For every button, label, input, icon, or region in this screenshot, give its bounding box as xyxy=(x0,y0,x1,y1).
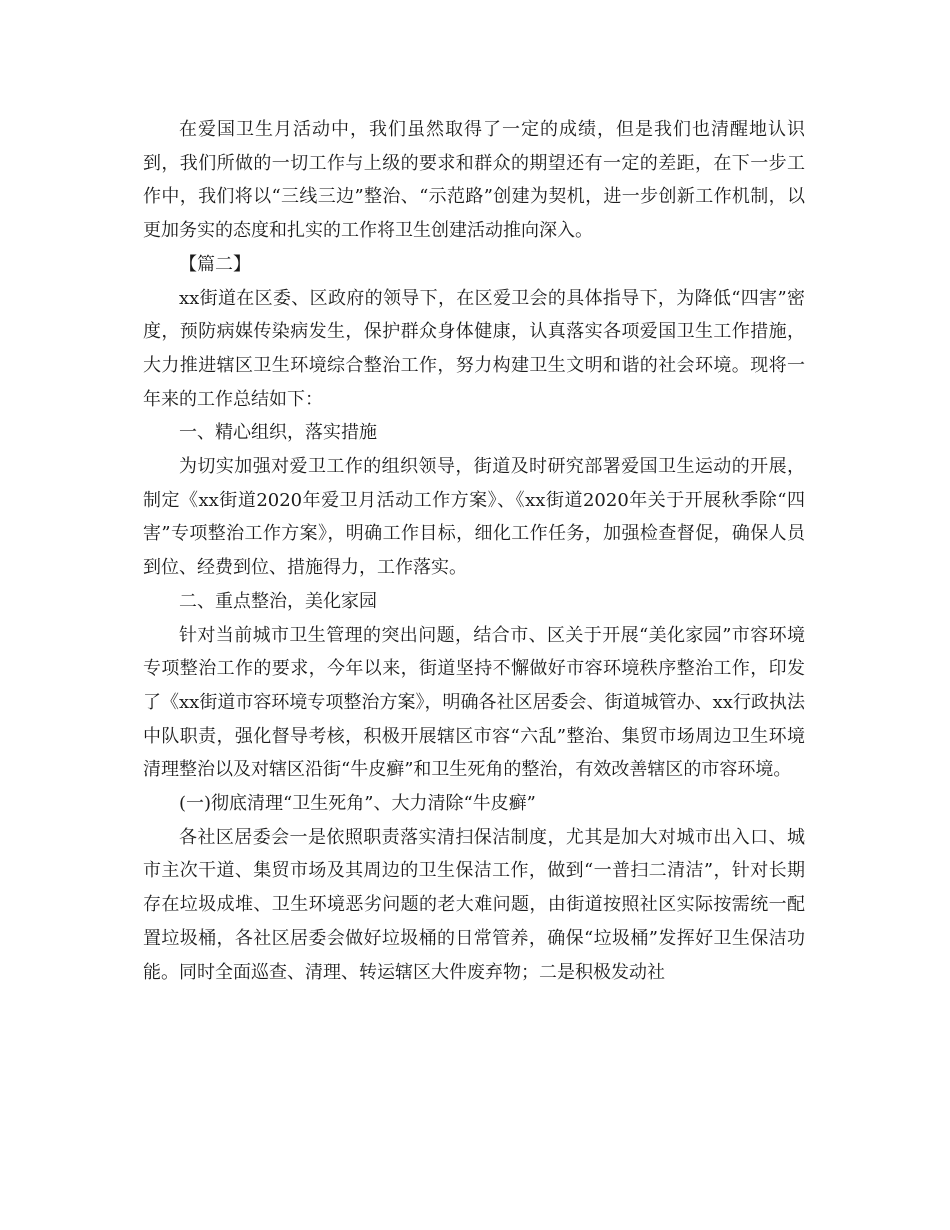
paragraph-organization: 为切实加强对爱卫工作的组织领导，街道及时研究部署爱国卫生运动的开展，制定《xx街道2020年爱卫月活动工作方案》、《xx街道2020年关于开展秋季除“四害”专项整治工作方案》，明确工作目标，细化工作任务，加强检查督促，确保人员到位、经费到位、措施得力，工作落实。 xyxy=(143,456,805,579)
paragraph-summary: 在爱国卫生月活动中，我们虽然取得了一定的成绩，但是我们也清醒地认识到，我们所做的一切工作与上级的要求和群众的期望还有一定的差距，在下一步工作中，我们将以“三线三边”整治、“示范路”创建为契机，进一步创新工作机制，以更加务实的态度和扎实的工作将卫生创建活动推向深入。 xyxy=(143,119,805,242)
paragraph-intro: xx街道在区委、区政府的领导下，在区爱卫会的具体指导下，为降低“四害”密度，预防病媒传染病发生，保护群众身体健康，认真落实各项爱国卫生工作措施，大力推进辖区卫生环境综合整治工作，努力构建卫生文明和谐的社会环境。现将一年来的工作总结如下： xyxy=(143,287,805,410)
section-heading-two: 二、重点整治，美化家园 xyxy=(179,590,377,612)
subsection-heading-one: (一)彻底清理“卫生死角”、大力清除“牛皮癣” xyxy=(179,793,536,815)
section-heading-one: 一、精心组织，落实措施 xyxy=(179,422,377,444)
paragraph-rectification: 针对当前城市卫生管理的突出问题，结合市、区关于开展“美化家园”市容环境专项整治工作的要求，今年以来，街道坚持不懈做好市容环境秩序整治工作，印发了《xx街道市容环境专项整治方案》，明确各社区居委会、街道城管办、xx行政执法中队职责，强化督导考核，积极开展辖区市容“六乱”整治、集贸市场周边卫生环境清理整治以及对辖区沿街“牛皮癣”和卫生死角的整治，有效改善辖区的市容环境。 xyxy=(143,624,805,781)
document-body xyxy=(143,113,805,989)
paragraph-cleaning: 各社区居委会一是依照职责落实清扫保洁制度，尤其是加大对城市出入口、城市主次干道、集贸市场及其周边的卫生保洁工作，做到“一普扫二清洁”，针对长期存在垃圾成堆、卫生环境恶劣问题的老大难问题，由街道按照社区实际按需统一配置垃圾桶，各社区居委会做好垃圾桶的日常管养，确保“垃圾桶”发挥好卫生保洁功能。同时全面巡查、清理、转运辖区大件废弃物；二是积极发动社 xyxy=(143,826,805,983)
section-heading-part-two: 【篇二】 xyxy=(179,253,251,275)
